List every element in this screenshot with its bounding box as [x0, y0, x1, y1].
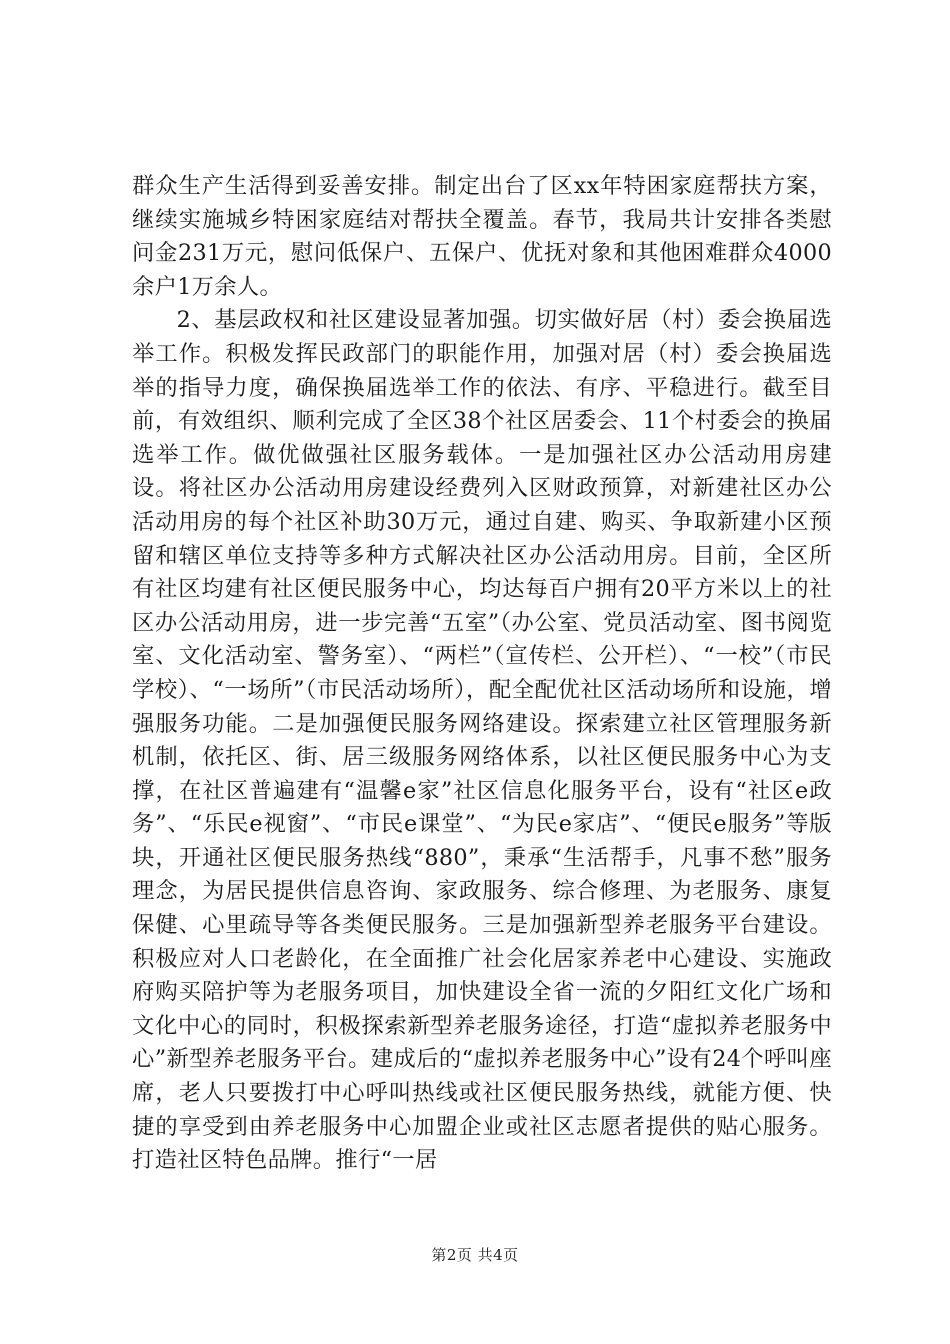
paragraph-2: 2、基层政权和社区建设显著加强。切实做好居（村）委会换届选举工作。积极发挥民政部门的职能作用，加强对居（村）委会换届选举的指导力度，确保换届选举工作的依法、有序、平稳进行。截至目前，有效组织、顺利完成了全区38个社区居委会、11个村委会的换届选举工作。做优做强社区服务载体。一是加强社区办公活动用房建设。将社区办公活动用房建设经费列入区财政预算，对新建社区办公活动用房的每个社区补助30万元，通过自建、购买、争取新建小区预留和辖区单位支持等多种方式解决社区办公活动用房。目前，全区所有社区均建有社区便民服务中心，均达每百户拥有20平方米以上的社区办公活动用房，进一步完善“五室”（办公室、党员活动室、图书阅览室、文化活动室、警务室）、“两栏”（宣传栏、公开栏）、“一校”（市民学校）、“一场所”（市民活动场所），配全配优社区活动场所和设施，增强服务功能。二是加强便民服务网络建设。探索建立社区管理服务新机制，依托区、街、居三级服务网络体系，以社区便民服务中心为支撑，在社区普遍建有“温馨e家”社区信息化服务平台，设有“社区e政务”、“乐民e视窗”、“市民e课堂”、“为民e家店”、“便民e服务”等版块，开通社区便民服务热线“880”，秉承“生活帮手，凡事不愁”服务理念，为居民提供信息咨询、家政服务、综合修理、为老服务、康复保健、心里疏导等各类便民服务。三是加强新型养老服务平台建设。积极应对人口老龄化，在全面推广社会化居家养老中心建设、实施政府购买陪护等为老服务项目，加快建设全省一流的夕阳红文化广场和文化中心的同时，积极探索新型养老服务途径，打造“虚拟养老服务中心”新型养老服务平台。建成后的“虚拟养老服务中心”设有24个呼叫座席，老人只要拨打中心呼叫热线或社区便民服务热线，就能方便、快捷的享受到由养老服务中心加盟企业或社区志愿者提供的贴心服务。打造社区特色品牌。推行“一居 — [132, 307, 832, 1174]
paragraph-1: 群众生产生活得到妥善安排。制定出台了区xx年特困家庭帮扶方案，继续实施城乡特困家庭结对帮扶全覆盖。春节，我局共计安排各类慰问金231万元，慰问低保户、五保户、优抚对象和其他困难群众4000余户1万余人。 — [132, 173, 832, 300]
document-body — [132, 170, 832, 1178]
page-footer: 第2页 共4页 — [431, 1246, 519, 1264]
